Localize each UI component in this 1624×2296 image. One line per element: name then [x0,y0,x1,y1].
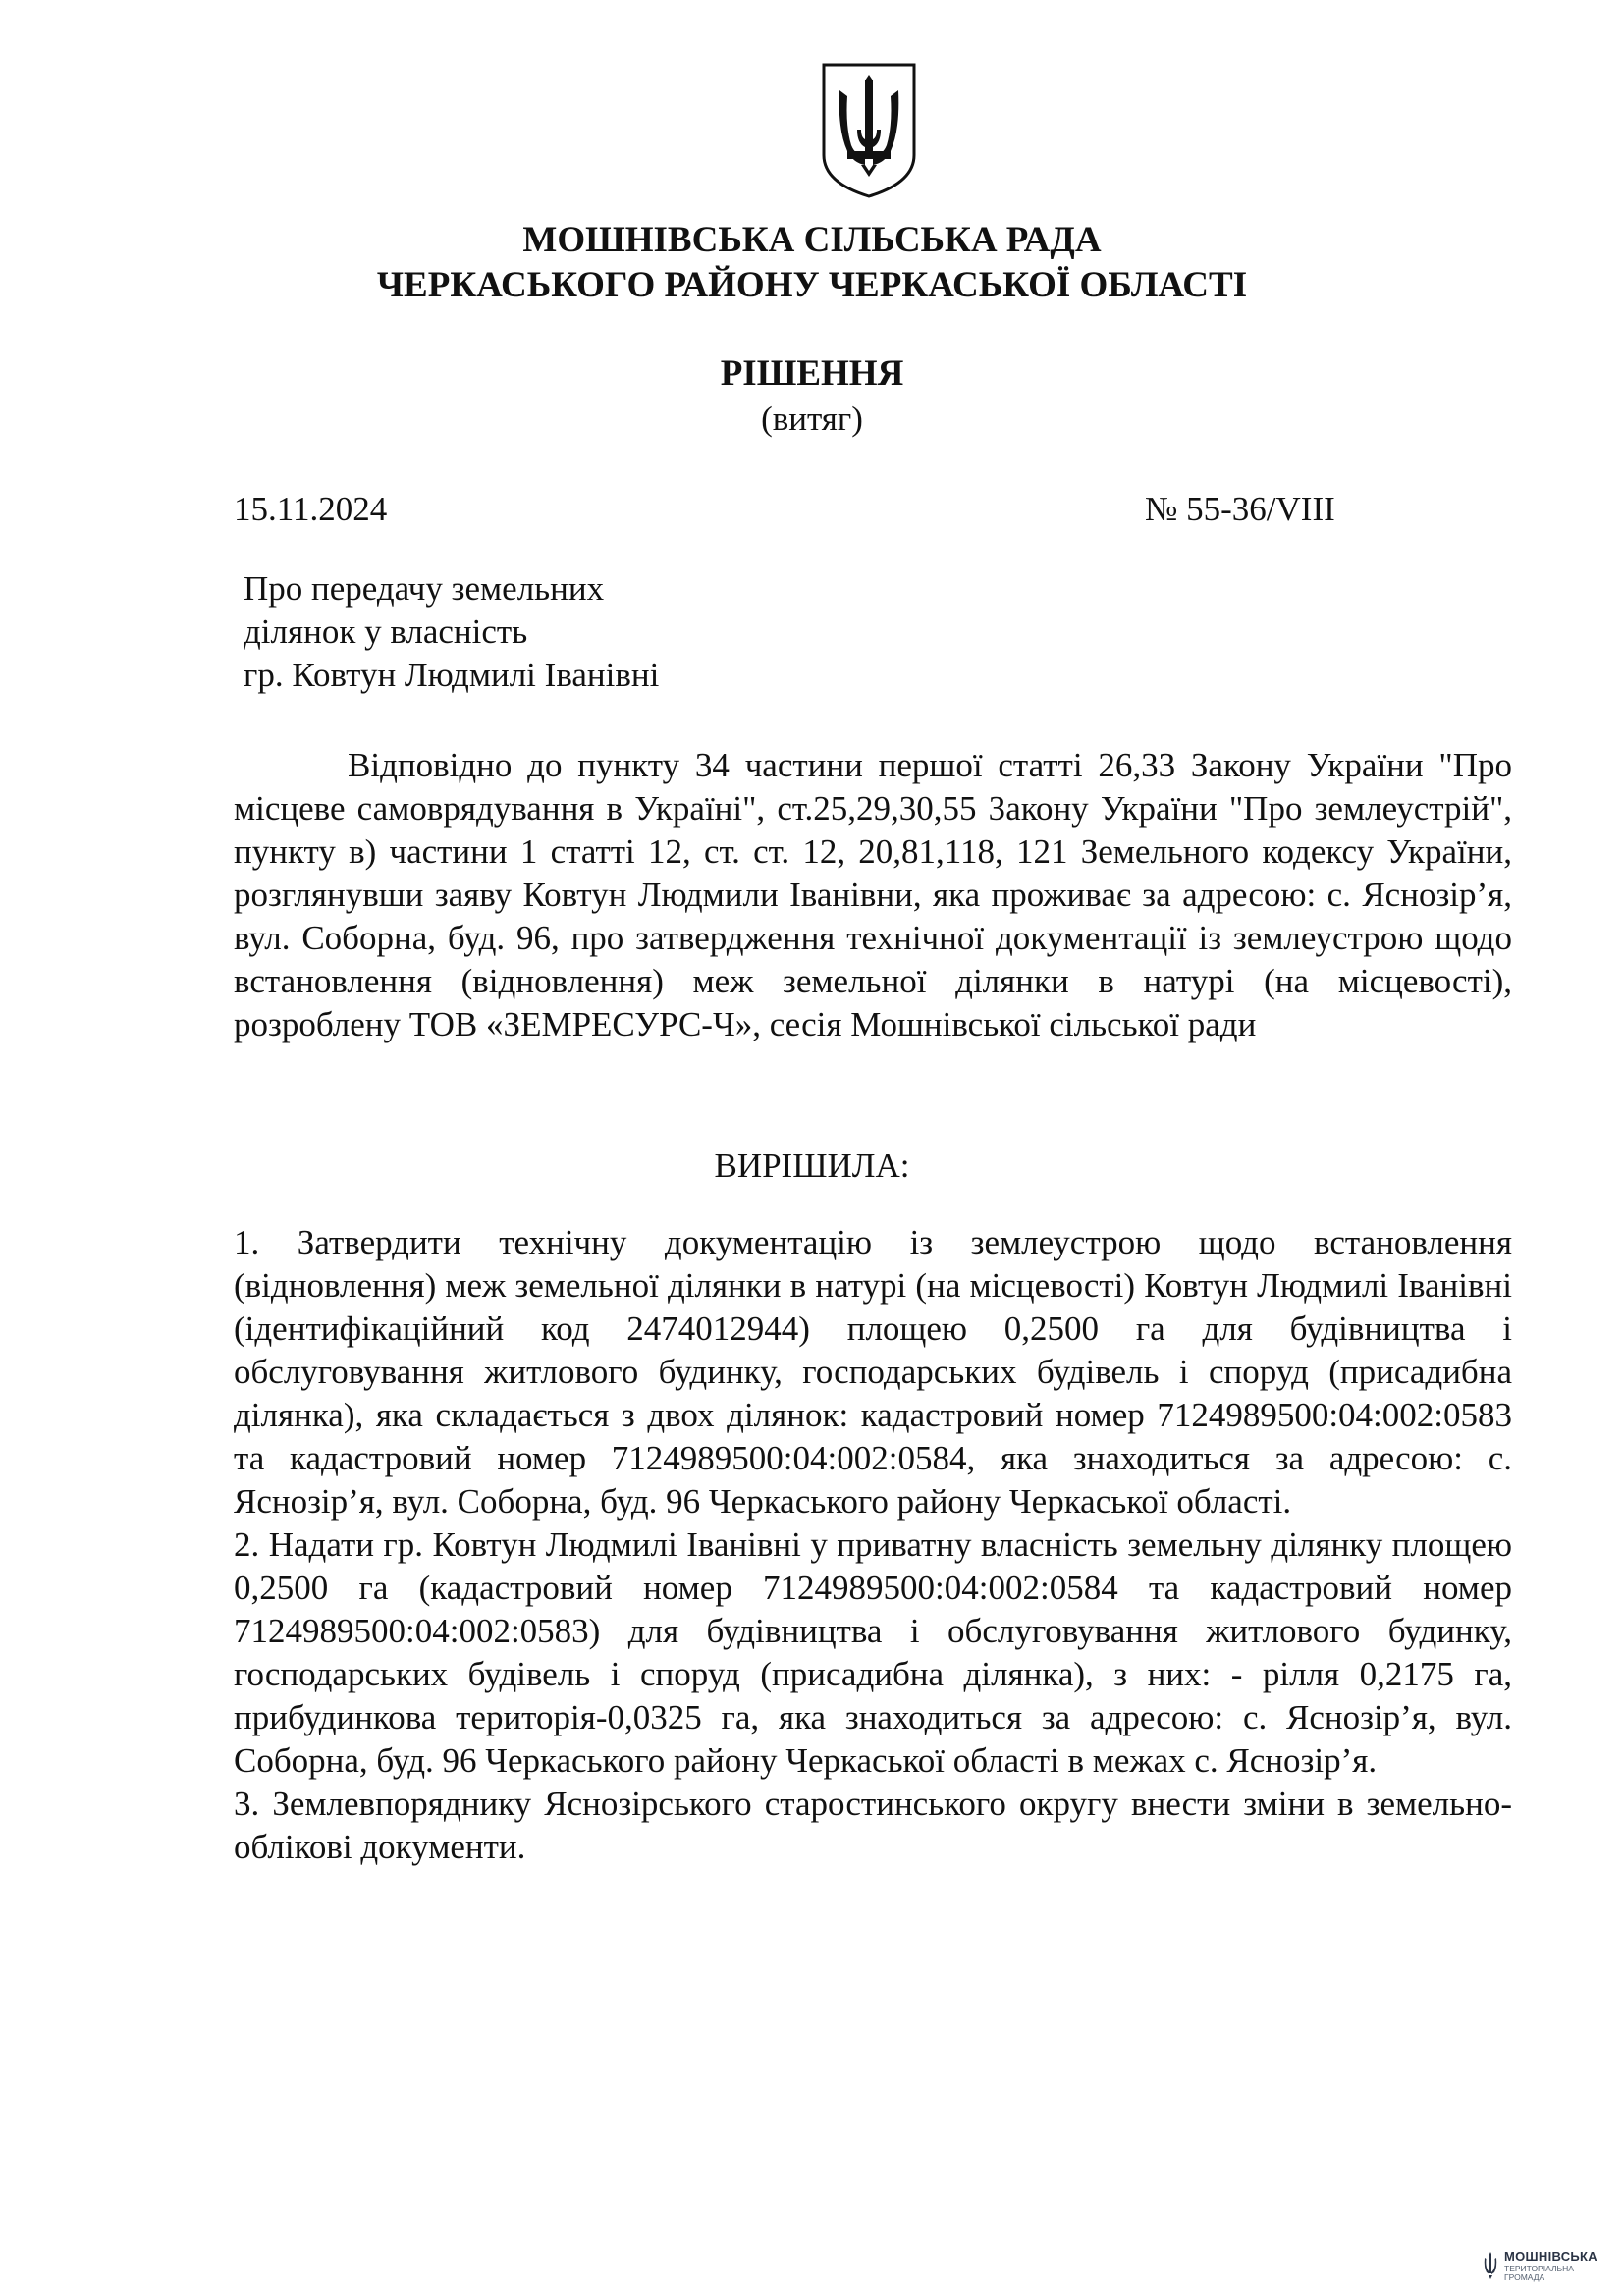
logo-line2: ТЕРИТОРІАЛЬНА [1504,2264,1574,2273]
council-name-line2: ЧЕРКАСЬКОГО РАЙОНУ ЧЕРКАСЬКОЇ ОБЛАСТІ [376,265,1248,305]
preamble-paragraph: Відповідно до пункту 34 частини першої статті 26,33 Закону України "Про місцеве самоврядування в Україні", ст.25,29,30,55 Закону України "Про землеустрій", пункту в) частини 1 статті 12, ст. ст. 12, 20,81,118, 121 Земельного кодексу України, розглянувши заяву Ковтун Людмили Іванівни, яка проживає за адресою: с. Яснозір’я, вул. Соборна, буд. 96, про затвердження технічної документації із землеустрою щодо встановлення (відновлення) меж земельної ділянки в натурі (на місцевості), розроблену ТОВ «ЗЕМРЕСУРС-Ч», сесія Мошнівської сільської ради [234,746,1512,1043]
council-name-line1: МОШНІВСЬКА СІЛЬСЬКА РАДА [522,220,1102,260]
decision-item-2: 2. Надати гр. Ковтун Людмилі Іванівні у приватну власність земельну ділянку площею 0,2500 га (кадастровий номер 7124989500:04:002:0584 та кадастровий номер 7124989500:04:002:0583) для будівництва і обслуговування житлового будинку, господарських будівель і споруд (присадибна ділянка), з них: - рілля 0,2175 га, прибудинкова територія-0,0325 га, яка знаходиться за адресою: с. Яснозір’я, вул. Соборна, буд. 96 Черкаського району Черкаської області в межах с. Яснозір’я. [234,1525,1512,1780]
decision-date: 15.11.2024 [234,490,388,528]
trident-logo-icon [1483,2252,1498,2281]
resolved-heading: ВИРІШИЛА: [714,1147,910,1185]
logo-line1: МОШНІВСЬКА [1504,2249,1597,2264]
decision-number: № 55-36/VIII [1145,490,1335,528]
decision-subject [244,567,659,697]
decision-item-1: 1. Затвердити технічну документацію із землеустрою щодо встановлення (відновлення) меж земельної ділянки в натурі (на місцевості) Ковтун Людмилі Іванівні (ідентифікаційний код 2474012944) площею 0,2500 га для будівництва і обслуговування житлового будинку, господарських будівель і споруд (присадибна ділянка), яка складається з двох ділянок: кадастровий номер 7124989500:04:002:0583 та кадастровий номер 7124989500:04:002:0584, яка знаходиться за адресою: с. Яснозір’я, вул. Соборна, буд. 96 Черкаського району Черкаської області. [234,1223,1512,1521]
document-subtitle: (витяг) [761,400,863,438]
subject-line2: ділянок у власність [244,613,528,651]
community-logo [1483,2250,1610,2285]
subject-line1: Про передачу земельних [244,569,605,608]
logo-line3: ГРОМАДА [1504,2272,1545,2282]
decision-item-3: 3. Землевпоряднику Яснозірського старостинського округу внести зміни в земельно-облікові документи. [234,1785,1512,1866]
decision-items [234,1221,1512,1869]
document-title: РІШЕННЯ [720,353,904,394]
trident-coat-of-arms-icon [818,61,920,200]
subject-line3: гр. Ковтун Людмилі Іванівні [244,656,660,694]
